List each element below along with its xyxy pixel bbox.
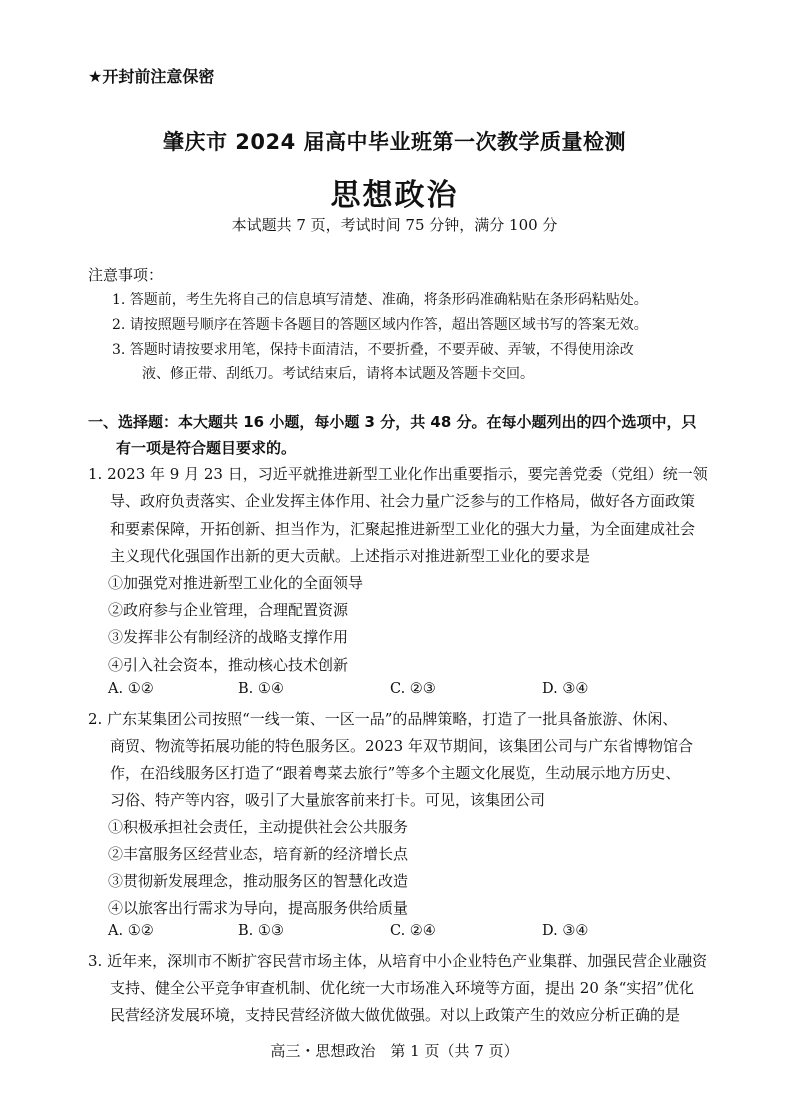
question-1-option: ②政府参与企业管理，合理配置资源 (108, 601, 349, 619)
section-heading-cont: 有一项是符合题目要求的。 (116, 439, 297, 457)
question-1-choice-b: B. ①④ (238, 681, 284, 697)
notice-heading: 注意事项： (88, 266, 164, 284)
question-2-option: ③贯彻新发展理念，推动服务区的智慧化改造 (108, 872, 409, 890)
question-2-line: 习俗、特产等内容，吸引了大量旅客前来打卡。可见，该集团公司 (110, 791, 546, 809)
notice-item-1: 1. 答题前，考生先将自己的信息填写清楚、准确，将条形码准确粘贴在条形码粘贴处。 (112, 292, 648, 308)
question-1-choice-c: C. ②③ (390, 681, 436, 697)
question-2-choice-c: C. ②④ (390, 923, 436, 939)
question-1-line: 和要素保障，开拓创新、担当作为，汇聚起推进新型工业化的强大力量，为全面建成社会 (110, 520, 696, 538)
question-2-choice-d: D. ③④ (542, 923, 589, 939)
question-2-choice-b: B. ①③ (238, 923, 284, 939)
notice-item-3-cont: 液、修正带、刮纸刀。考试结束后，请将本试题及答题卡交回。 (142, 366, 534, 382)
question-3-line: 支持、健全公平竞争审查机制、优化统一大市场准入环境等方面，提出 20 条“实招”优化 (110, 979, 694, 997)
question-1-line: 导、政府负责落实、企业发挥主体作用、社会力量广泛参与的工作格局，做好各方面政策 (110, 492, 696, 510)
question-2-line: 商贸、物流等拓展功能的特色服务区。2023 年双节期间，该集团公司与广东省博物馆合 (110, 737, 693, 755)
question-2-choice-a: A. ①② (108, 923, 154, 939)
question-1-option: ③发挥非公有制经济的战略支撑作用 (108, 628, 349, 646)
notice-item-2: 2. 请按照题号顺序在答题卡各题目的答题区域内作答，超出答题区域书写的答案无效。 (112, 317, 648, 333)
section-heading: 一、选择题：本大题共 16 小题，每小题 3 分，共 48 分。在每小题列出的四个选项中，只 (88, 413, 697, 431)
question-2-line: 作，在沿线服务区打造了“跟着粤菜去旅行”等多个主题文化展览，生动展示地方历史、 (110, 764, 681, 782)
question-2-option: ②丰富服务区经营业态，培育新的经济增长点 (108, 845, 409, 863)
exam-title: 肇庆市 2024 届高中毕业班第一次教学质量检测 (162, 130, 627, 154)
question-3-line: 民营经济发展环境，支持民营经济做大做优做强。对以上政策产生的效应分析正确的是 (110, 1006, 681, 1024)
question-1-option: ④引入社会资本，推动核心技术创新 (108, 656, 349, 674)
notice-item-3: 3. 答题时请按要求用笔，保持卡面清洁，不要折叠，不要弄破、弄皱，不得使用涂改 (112, 342, 634, 358)
question-3-line: 3. 近年来，深圳市不断扩容民营市场主体，从培育中小企业特色产业集群、加强民营企业融资 (88, 952, 708, 970)
page-footer: 高三・思想政治 第 1 页（共 7 页） (270, 1042, 519, 1060)
question-1-line: 主义现代化强国作出新的更大贡献。上述指示对推进新型工业化的要求是 (110, 547, 591, 565)
question-1-option: ①加强党对推进新型工业化的全面领导 (108, 574, 364, 592)
confidential-mark: ★开封前注意保密 (88, 67, 215, 86)
question-2-option: ④以旅客出行需求为导向，提高服务供给质量 (108, 899, 409, 917)
question-2-line: 2. 广东某集团公司按照“一线一策、一区一品”的品牌策略，打造了一批具备旅游、休闲、 (88, 710, 678, 728)
subject-title: 思想政治 (330, 178, 459, 213)
exam-info: 本试题共 7 页，考试时间 75 分钟，满分 100 分 (231, 216, 558, 234)
question-1-choice-a: A. ①② (108, 681, 154, 697)
question-2-option: ①积极承担社会责任，主动提供社会公共服务 (108, 818, 409, 836)
question-1-choice-d: D. ③④ (542, 681, 589, 697)
question-1-line: 1. 2023 年 9 月 23 日，习近平就推进新型工业化作出重要指示，要完善党委（党组）统一领 (88, 465, 708, 483)
